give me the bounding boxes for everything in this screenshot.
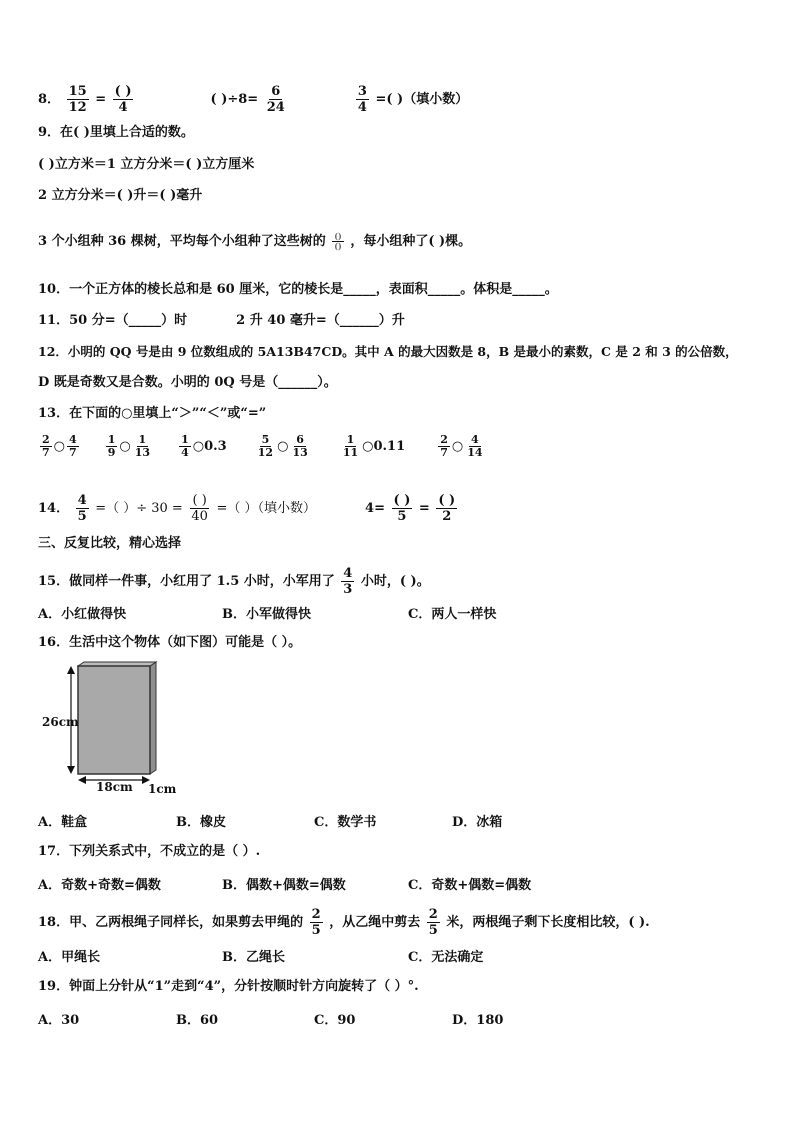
compare-item-1: $\frac{2}{7}$ ○ $\frac{4}{7}$ [42, 433, 77, 459]
q19-option-b[interactable]: B．60 [176, 1013, 219, 1028]
q19-option-a[interactable]: A．30 [38, 1013, 80, 1028]
compare-item-6: $\frac{2}{7}$ ○ $\frac{4}{14}$ [440, 433, 483, 459]
q15-option-c[interactable]: C．两人一样快 [408, 607, 497, 622]
q17-option-a[interactable]: A．奇数+奇数=偶数 [38, 878, 161, 893]
book-side [150, 662, 156, 774]
fraction-6-24: $\frac{6}{24}$ [266, 84, 285, 115]
book-figure [38, 660, 188, 800]
question-9-line-4: 3 个小组种 36 棵树，平均每个小组种了这些树的 $\frac{()}{()}$ ，每小组种了( )棵。 [38, 231, 472, 251]
q18-option-b[interactable]: B．乙绳长 [222, 950, 285, 965]
fraction-2-5-b: $\frac{2}{5}$ [428, 907, 438, 938]
question-9-line-3: 2 立方分米＝( )升＝( )毫升 [38, 188, 203, 203]
fraction-blank-40: $\frac{( )}{40}$ [191, 493, 208, 524]
compare-item-5: $\frac{1}{11}$ ○0.11 [342, 433, 406, 459]
compare-item-3: $\frac{1}{4}$ ○0.3 [181, 433, 227, 459]
compare-item-2: $\frac{1}{9}$ ○ $\frac{1}{13}$ [107, 433, 151, 459]
depth-label: 1cm [148, 782, 177, 796]
fraction-blank-5: $\frac{( )}{5}$ [393, 493, 411, 524]
fraction-blank-4: $\frac{( )}{4}$ [114, 84, 132, 115]
width-label: 18cm [96, 780, 133, 794]
question-17: 17．下列关系式中，不成立的是（ ）. [38, 844, 261, 859]
question-13-items [38, 434, 487, 459]
question-11-part-b: 2 升 40 毫升=（______）升 [236, 313, 405, 328]
question-13-title: 13．在下面的○里填上“＞”“＜”或“=” [38, 406, 267, 421]
q19-option-d[interactable]: D．180 [452, 1013, 504, 1028]
compare-item-4: $\frac{5}{12}$ ○ $\frac{6}{13}$ [257, 433, 308, 459]
question-19: 19．钟面上分针从“1”走到“4”，分针按顺时针方向旋转了（ ）°. [38, 979, 419, 994]
fraction-15-12: $\frac{15}{12}$ [68, 84, 87, 115]
question-18: 18．甲、乙两根绳子同样长，如果剪去甲绳的 $\frac{2}{5}$ ，从乙绳中剪去 $\frac{2}{5}$ 米，两根绳子剩下长度相比较，( ). [38, 907, 650, 938]
q17-option-c[interactable]: C．奇数+偶数=偶数 [408, 878, 532, 893]
question-9-line-2: ( )立方米＝1 立方分米＝( )立方厘米 [38, 157, 255, 172]
section-heading: 三、反复比较，精心选择 [38, 536, 182, 551]
question-11 [38, 312, 405, 330]
question-15: 15．做同样一件事，小红用了 1.5 小时，小军用了 $\frac{4}{3}$ 小时，( )。 [38, 566, 430, 597]
question-12-line-2: D 既是奇数又是合数。小明的 0Q 号是（______）。 [38, 375, 337, 390]
question-16: 16．生活中这个物体（如下图）可能是（ ）。 [38, 635, 302, 650]
question-11-part-a: 11．50 分=（_____）时 [38, 313, 188, 328]
q16-option-a[interactable]: A．鞋盒 [38, 815, 88, 830]
q15-option-a[interactable]: A．小红做得快 [38, 607, 127, 622]
q18-option-a[interactable]: A．甲绳长 [38, 950, 101, 965]
q16-option-c[interactable]: C．数学书 [314, 815, 377, 830]
q15-option-b[interactable]: B．小军做得快 [222, 607, 311, 622]
question-14: 14． $\frac{4}{5}$ =（ ）÷ 30 = $\frac{( )}{40}$ =（ ）（填小数） 4= $\frac{( )}{5}$ = $\frac{( )}{2}$ [38, 493, 456, 524]
fraction-3-4: $\frac{3}{4}$ [357, 84, 367, 115]
fraction-4-5: $\frac{4}{5}$ [77, 493, 87, 524]
blank-divide-8: ( )÷8= [210, 92, 259, 107]
q16-option-b[interactable]: B．橡皮 [176, 815, 226, 830]
fraction-2-5-a: $\frac{2}{5}$ [311, 907, 321, 938]
height-label: 26cm [42, 715, 79, 729]
q16-option-d[interactable]: D．冰箱 [452, 815, 503, 830]
fraction-blank-small: $\frac{()}{()}$ [334, 231, 342, 251]
q18-option-c[interactable]: C．无法确定 [408, 950, 484, 965]
fraction-4-3: $\frac{4}{3}$ [343, 566, 353, 597]
fraction-blank-2: $\frac{( )}{2}$ [438, 493, 456, 524]
book-front [78, 666, 150, 774]
question-10: 10．一个正方体的棱长总和是 60 厘米，它的棱长是_____，表面积_____。体积是_____。 [38, 282, 558, 297]
question-12-line-1: 12．小明的 QQ 号是由 9 位数组成的 5A13B47CD。其中 A 的最大因数是 8，B 是最小的素数，C 是 2 和 3 的公倍数， [38, 344, 738, 359]
q17-option-b[interactable]: B．偶数+偶数=偶数 [222, 878, 346, 893]
q19-option-c[interactable]: C．90 [314, 1013, 356, 1028]
question-9-title: 9．在( )里填上合适的数。 [38, 125, 194, 140]
question-8: 8． $\frac{15}{12}$ = $\frac{( )}{4}$ ( )÷8= $\frac{6}{24}$ $\frac{3}{4}$ =( )（填小数） [38, 84, 469, 115]
